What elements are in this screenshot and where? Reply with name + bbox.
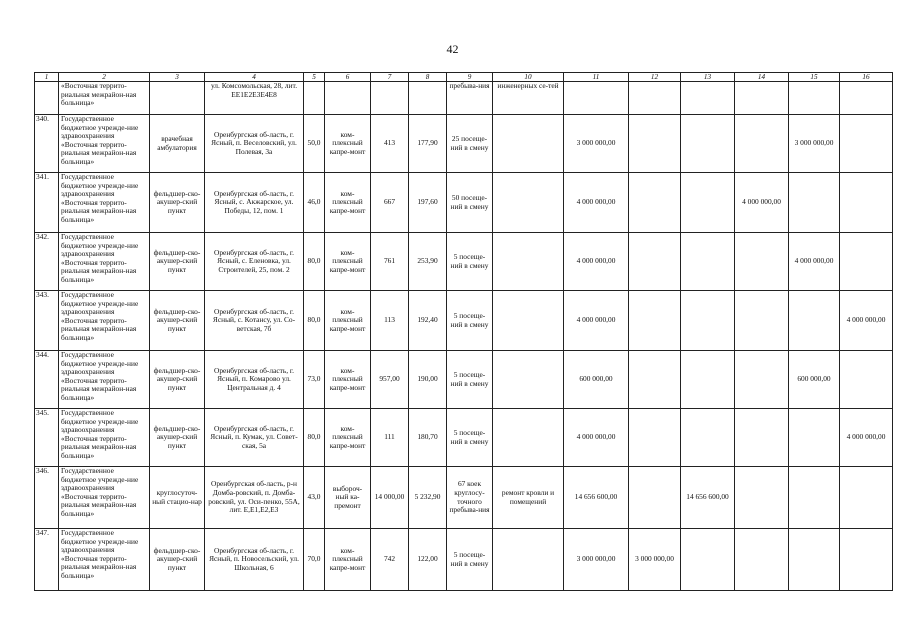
area: 43,0 [304, 467, 325, 529]
continuation-stay: пребыва-ния [447, 82, 493, 115]
facility-address: Оренбургская об-ласть, р-н Домба-ровский, п. Домба-ровский, ул. Оси-пенко, 55А, лит. Е,Е1,Е2,Е3 [205, 467, 304, 529]
institution-name: Государственное бюджетное учрежде-ние здравоохранения «Восточная террито-риальная межрайон-ная больница» [59, 233, 150, 291]
facility-address: Оренбургская об-ласть, г. Ясный, п. Комарово ул. Центральная д. 4 [205, 351, 304, 409]
row-number: 344. [35, 351, 59, 409]
value-col8: 253,90 [409, 233, 447, 291]
amount-col16 [840, 115, 893, 173]
table-row [35, 529, 893, 591]
institution-name: Государственное бюджетное учрежде-ние здравоохранения «Восточная террито-риальная межрайон-ная больница» [59, 409, 150, 467]
amount-col11: 600 000,00 [564, 351, 629, 409]
amount-col15: 3 000 000,00 [789, 115, 840, 173]
column-number-3: 3 [150, 73, 205, 82]
table-row [35, 291, 893, 351]
value-col8: 197,60 [409, 173, 447, 233]
amount-col16 [840, 529, 893, 591]
capacity: 5 посеще-ний в смену [447, 351, 493, 409]
capacity: 50 посеще-ний в смену [447, 173, 493, 233]
works-description [493, 409, 564, 467]
amount-col11: 4 000 000,00 [564, 291, 629, 351]
table-row [35, 173, 893, 233]
column-number-14: 14 [735, 73, 789, 82]
value-col8: 192,40 [409, 291, 447, 351]
table-row [35, 351, 893, 409]
amount-col12 [629, 409, 681, 467]
facility-type: врачебная амбулатория [150, 115, 205, 173]
column-number-10: 10 [493, 73, 564, 82]
works-description [493, 173, 564, 233]
amount-col14 [735, 291, 789, 351]
amount-col12 [629, 291, 681, 351]
amount-col13 [681, 233, 735, 291]
amount-col14 [735, 351, 789, 409]
amount-col11: 14 656 600,00 [564, 467, 629, 529]
amount-col15 [789, 409, 840, 467]
amount-col12: 3 000 000,00 [629, 529, 681, 591]
column-number-1: 1 [35, 73, 59, 82]
facility-address: Оренбургская об-ласть, г. Ясный, с. Котансу, ул. Со-ветская, 7б [205, 291, 304, 351]
area: 73,0 [304, 351, 325, 409]
institution-name: Государственное бюджетное учрежде-ние здравоохранения «Восточная террито-риальная межрайон-ная больница» [59, 529, 150, 591]
row-number: 346. [35, 467, 59, 529]
amount-col14 [735, 233, 789, 291]
amount-col13 [681, 115, 735, 173]
page-number: 42 [446, 42, 459, 56]
facility-address: Оренбургская об-ласть, г. Ясный, с. Еленовка, ул. Строителей, 25, пом. 2 [205, 233, 304, 291]
row-number: 342. [35, 233, 59, 291]
area: 80,0 [304, 409, 325, 467]
facility-address: Оренбургская об-ласть, г. Ясный, с. Акжарское, ул. Победы, 12, пом. 1 [205, 173, 304, 233]
table-row [35, 409, 893, 467]
repair-type: ком-плексный капре-монт [325, 115, 371, 173]
amount-col11: 3 000 000,00 [564, 529, 629, 591]
area: 70,0 [304, 529, 325, 591]
capacity: 5 посеще-ний в смену [447, 291, 493, 351]
amount-col14 [735, 409, 789, 467]
column-number-6: 6 [325, 73, 371, 82]
value-col8: 180,70 [409, 409, 447, 467]
value-col7: 742 [371, 529, 409, 591]
amount-col15 [789, 467, 840, 529]
institution-name: Государственное бюджетное учрежде-ние здравоохранения «Восточная террито-риальная межрайон-ная больница» [59, 291, 150, 351]
facility-type: фельдшер-ско-акушер-ский пункт [150, 529, 205, 591]
amount-col16: 4 000 000,00 [840, 409, 893, 467]
amount-col16 [840, 467, 893, 529]
works-description [493, 115, 564, 173]
amount-col12 [629, 233, 681, 291]
facility-address: Оренбургская об-ласть, г. Ясный, п. Новосельский, ул. Школьная, 6 [205, 529, 304, 591]
area: 46,0 [304, 173, 325, 233]
facility-type: фельдшер-ско-акушер-ский пункт [150, 409, 205, 467]
value-col7: 413 [371, 115, 409, 173]
capital-repair-table [34, 72, 893, 591]
amount-col14 [735, 467, 789, 529]
amount-col16 [840, 233, 893, 291]
repair-type: ком-плексный капре-монт [325, 233, 371, 291]
value-col7: 957,00 [371, 351, 409, 409]
column-number-15: 15 [789, 73, 840, 82]
value-col7: 111 [371, 409, 409, 467]
facility-type: фельдшер-ско-акушер-ский пункт [150, 233, 205, 291]
amount-col15: 600 000,00 [789, 351, 840, 409]
amount-col13: 14 656 600,00 [681, 467, 735, 529]
amount-col16 [840, 173, 893, 233]
column-number-7: 7 [371, 73, 409, 82]
continuation-works: инженерных се-тей [493, 82, 564, 115]
value-col8: 122,00 [409, 529, 447, 591]
repair-type: ком-плексный капре-монт [325, 173, 371, 233]
institution-name: Государственное бюджетное учрежде-ние здравоохранения «Восточная террито-риальная межрайон-ная больница» [59, 115, 150, 173]
capacity: 5 посеще-ний в смену [447, 233, 493, 291]
capacity: 5 посеще-ний в смену [447, 409, 493, 467]
table-row [35, 233, 893, 291]
amount-col13 [681, 529, 735, 591]
works-description [493, 291, 564, 351]
area: 80,0 [304, 233, 325, 291]
row-number: 343. [35, 291, 59, 351]
amount-col13 [681, 173, 735, 233]
institution-name: Государственное бюджетное учрежде-ние здравоохранения «Восточная террито-риальная межрайон-ная больница» [59, 467, 150, 529]
amount-col16: 4 000 000,00 [840, 291, 893, 351]
amount-col14 [735, 529, 789, 591]
amount-col12 [629, 115, 681, 173]
works-description: ремонт кровли и помещений [493, 467, 564, 529]
facility-type: фельдшер-ско-акушер-ский пункт [150, 351, 205, 409]
value-col7: 113 [371, 291, 409, 351]
capacity: 5 посеще-ний в смену [447, 529, 493, 591]
amount-col11: 4 000 000,00 [564, 173, 629, 233]
area: 80,0 [304, 291, 325, 351]
column-number-2: 2 [59, 73, 150, 82]
continuation-address: ул. Комсомольская, 28, лит. ЕЕ1Е2Е3Е4Е8 [205, 82, 304, 115]
amount-col11: 4 000 000,00 [564, 233, 629, 291]
amount-col15: 4 000 000,00 [789, 233, 840, 291]
value-col8: 5 232,90 [409, 467, 447, 529]
facility-address: Оренбургская об-ласть, г. Ясный, п. Кумак, ул. Совет-ская, 5а [205, 409, 304, 467]
row-number: 347. [35, 529, 59, 591]
facility-type: круглосуточ-ный стацио-нар [150, 467, 205, 529]
amount-col14 [735, 115, 789, 173]
amount-col15 [789, 529, 840, 591]
amount-col14: 4 000 000,00 [735, 173, 789, 233]
institution-name: Государственное бюджетное учрежде-ние здравоохранения «Восточная террито-риальная межрайон-ная больница» [59, 173, 150, 233]
continuation-name: «Восточная террито-риальная межрайон-ная больница» [59, 82, 150, 115]
row-number: 345. [35, 409, 59, 467]
amount-col12 [629, 173, 681, 233]
repair-type: ком-плексный капре-монт [325, 351, 371, 409]
amount-col16 [840, 351, 893, 409]
column-number-13: 13 [681, 73, 735, 82]
repair-type: выбороч-ный ка-премонт [325, 467, 371, 529]
institution-name: Государственное бюджетное учрежде-ние здравоохранения «Восточная террито-риальная межрайон-ная больница» [59, 351, 150, 409]
repair-type: ком-плексный капре-монт [325, 529, 371, 591]
value-col7: 667 [371, 173, 409, 233]
table-row [35, 115, 893, 173]
facility-type: фельдшер-ско-акушер-ский пункт [150, 173, 205, 233]
amount-col15 [789, 291, 840, 351]
amount-col12 [629, 467, 681, 529]
capacity: 25 посеще-ний в смену [447, 115, 493, 173]
row-number: 341. [35, 173, 59, 233]
facility-address: Оренбургская об-ласть, г. Ясный, п. Веселовский, ул. Полевая, 3а [205, 115, 304, 173]
value-col7: 14 000,00 [371, 467, 409, 529]
amount-col13 [681, 409, 735, 467]
column-number-11: 11 [564, 73, 629, 82]
facility-type: фельдшер-ско-акушер-ский пункт [150, 291, 205, 351]
works-description [493, 351, 564, 409]
amount-col15 [789, 173, 840, 233]
column-number-row [35, 73, 893, 82]
column-number-16: 16 [840, 73, 893, 82]
continuation-row [35, 82, 893, 115]
repair-type: ком-плексный капре-монт [325, 409, 371, 467]
works-description [493, 529, 564, 591]
amount-col12 [629, 351, 681, 409]
table-row [35, 467, 893, 529]
amount-col11: 4 000 000,00 [564, 409, 629, 467]
value-col7: 761 [371, 233, 409, 291]
amount-col13 [681, 351, 735, 409]
value-col8: 177,90 [409, 115, 447, 173]
column-number-12: 12 [629, 73, 681, 82]
row-number: 340. [35, 115, 59, 173]
column-number-8: 8 [409, 73, 447, 82]
column-number-9: 9 [447, 73, 493, 82]
repair-type: ком-плексный капре-монт [325, 291, 371, 351]
column-number-5: 5 [304, 73, 325, 82]
amount-col13 [681, 291, 735, 351]
amount-col11: 3 000 000,00 [564, 115, 629, 173]
capacity: 67 коек круглосу-точного пребыва-ния [447, 467, 493, 529]
works-description [493, 233, 564, 291]
value-col8: 190,00 [409, 351, 447, 409]
area: 50,0 [304, 115, 325, 173]
column-number-4: 4 [205, 73, 304, 82]
